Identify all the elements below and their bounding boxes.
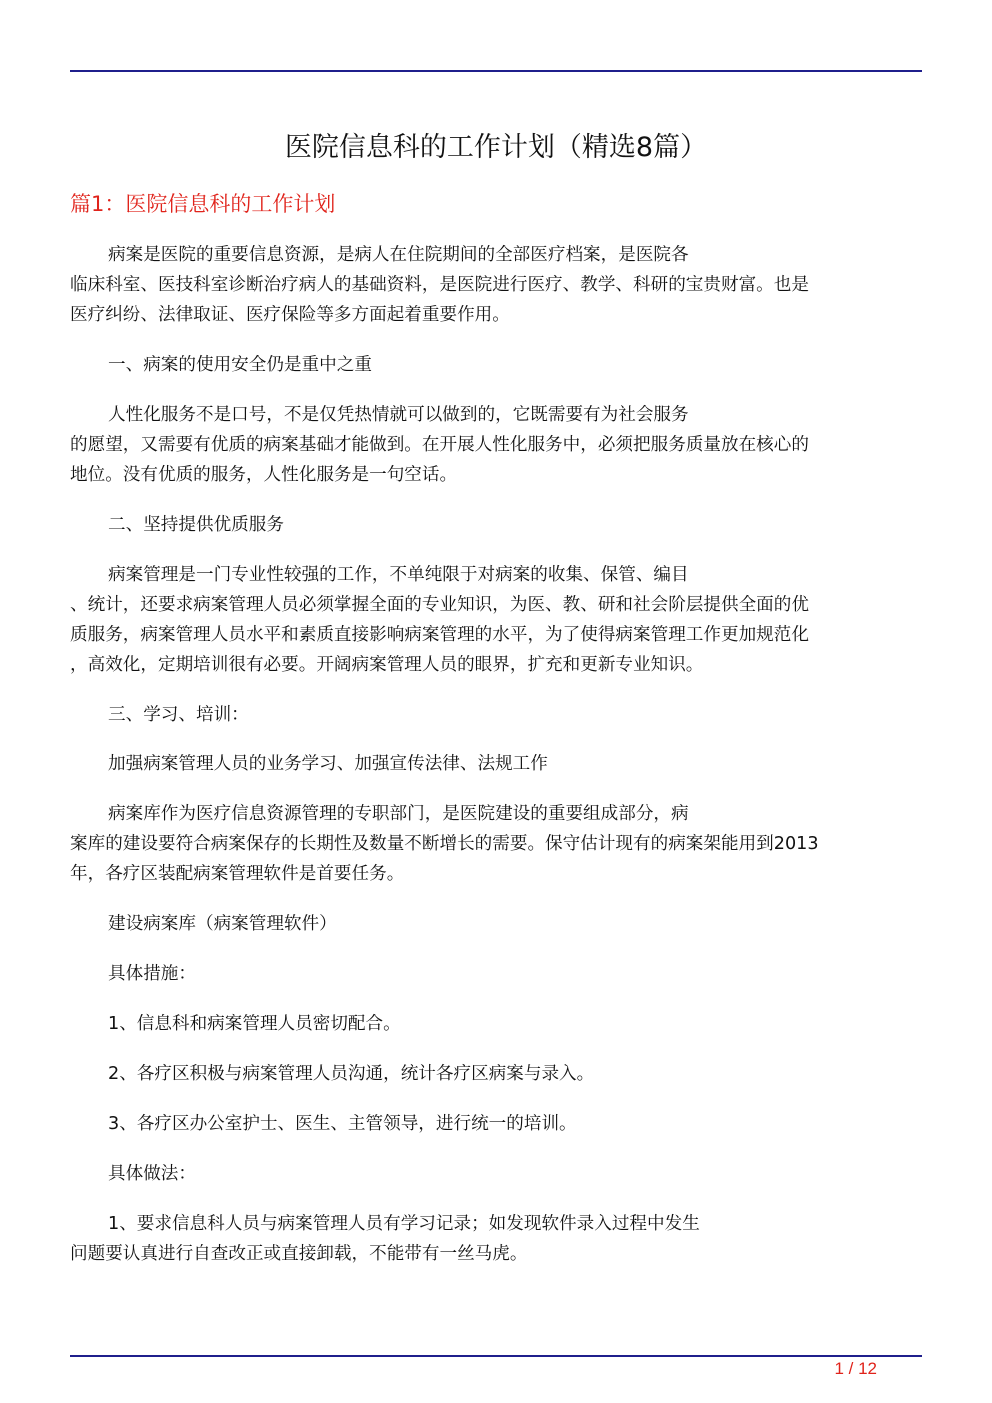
section-heading: 篇1：医院信息科的工作计划 [70,192,336,216]
paragraph-line: 案库的建设要符合病案保存的长期性及数量不断增长的需要。保守估计现有的病案架能用到2013 [70,834,819,854]
paragraph-line: 具体做法： [108,1164,196,1184]
paragraph-line: 质服务，病案管理人员水平和素质直接影响病案管理的水平，为了使得病案管理工作更加规范化 [70,625,809,645]
footer-rule [70,1355,922,1357]
paragraph-line: 病案是医院的重要信息资源，是病人在住院期间的全部医疗档案，是医院各 [108,245,689,265]
paragraph-line: 加强病案管理人员的业务学习、加强宣传法律、法规工作 [108,754,548,774]
paragraph-line: 、统计，还要求病案管理人员必须掌握全面的专业知识，为医、教、研和社会阶层提供全面的优 [70,595,809,615]
paragraph [70,799,922,889]
paragraph [70,1059,922,1089]
paragraph [70,1109,922,1139]
paragraph-line: 年，各疗区装配病案管理软件是首要任务。 [70,864,405,884]
paragraph-line: 地位。没有优质的服务，人性化服务是一句空话。 [70,465,458,485]
paragraph-line: 1、要求信息科人员与病案管理人员有学习记录；如发现软件录入过程中发生 [108,1214,700,1234]
document-title: 医院信息科的工作计划（精选8篇） [284,132,708,163]
paragraph-line: 二、坚持提供优质服务 [108,515,284,535]
paragraph [70,240,922,330]
page-number: 1 / 12 [834,1359,877,1378]
paragraph-line: 的愿望，又需要有优质的病案基础才能做到。在开展人性化服务中，必须把服务质量放在核心的 [70,435,809,455]
paragraph-line: 医疗纠纷、法律取证、医疗保险等多方面起着重要作用。 [70,305,510,325]
paragraph-line: 三、学习、培训： [108,705,249,725]
paragraph-line: 问题要认真进行自查改正或直接卸载，不能带有一丝马虎。 [70,1244,528,1264]
paragraph-line: 建设病案库（病案管理软件） [108,914,337,934]
paragraph [70,560,922,680]
paragraph-line: 病案管理是一门专业性较强的工作，不单纯限于对病案的收集、保管、编目 [108,565,689,585]
paragraph-line: ，高效化，定期培训很有必要。开阔病案管理人员的眼界，扩充和更新专业知识。 [70,655,704,675]
paragraph-line: 人性化服务不是口号，不是仅凭热情就可以做到的，它既需要有为社会服务 [108,405,689,425]
paragraph-line: 临床科室、医技科室诊断治疗病人的基础资料，是医院进行医疗、教学、科研的宝贵财富。也是 [70,275,809,295]
paragraph [70,510,922,540]
paragraph [70,1159,922,1189]
paragraph [70,1009,922,1039]
paragraph-line: 3、各疗区办公室护士、医生、主管领导，进行统一的培训。 [108,1114,577,1134]
paragraph-line: 一、病案的使用安全仍是重中之重 [108,355,372,375]
paragraph [70,350,922,380]
paragraph [70,909,922,939]
paragraph-line: 病案库作为医疗信息资源管理的专职部门，是医院建设的重要组成部分，病 [108,804,689,824]
paragraph [70,749,922,779]
paragraph [70,959,922,989]
paragraph [70,1209,922,1269]
header-rule [70,70,922,72]
paragraph [70,400,922,490]
paragraph-line: 2、各疗区积极与病案管理人员沟通，统计各疗区病案与录入。 [108,1064,595,1084]
paragraph [70,700,922,730]
paragraph-line: 具体措施： [108,964,196,984]
paragraph-line: 1、信息科和病案管理人员密切配合。 [108,1014,401,1034]
